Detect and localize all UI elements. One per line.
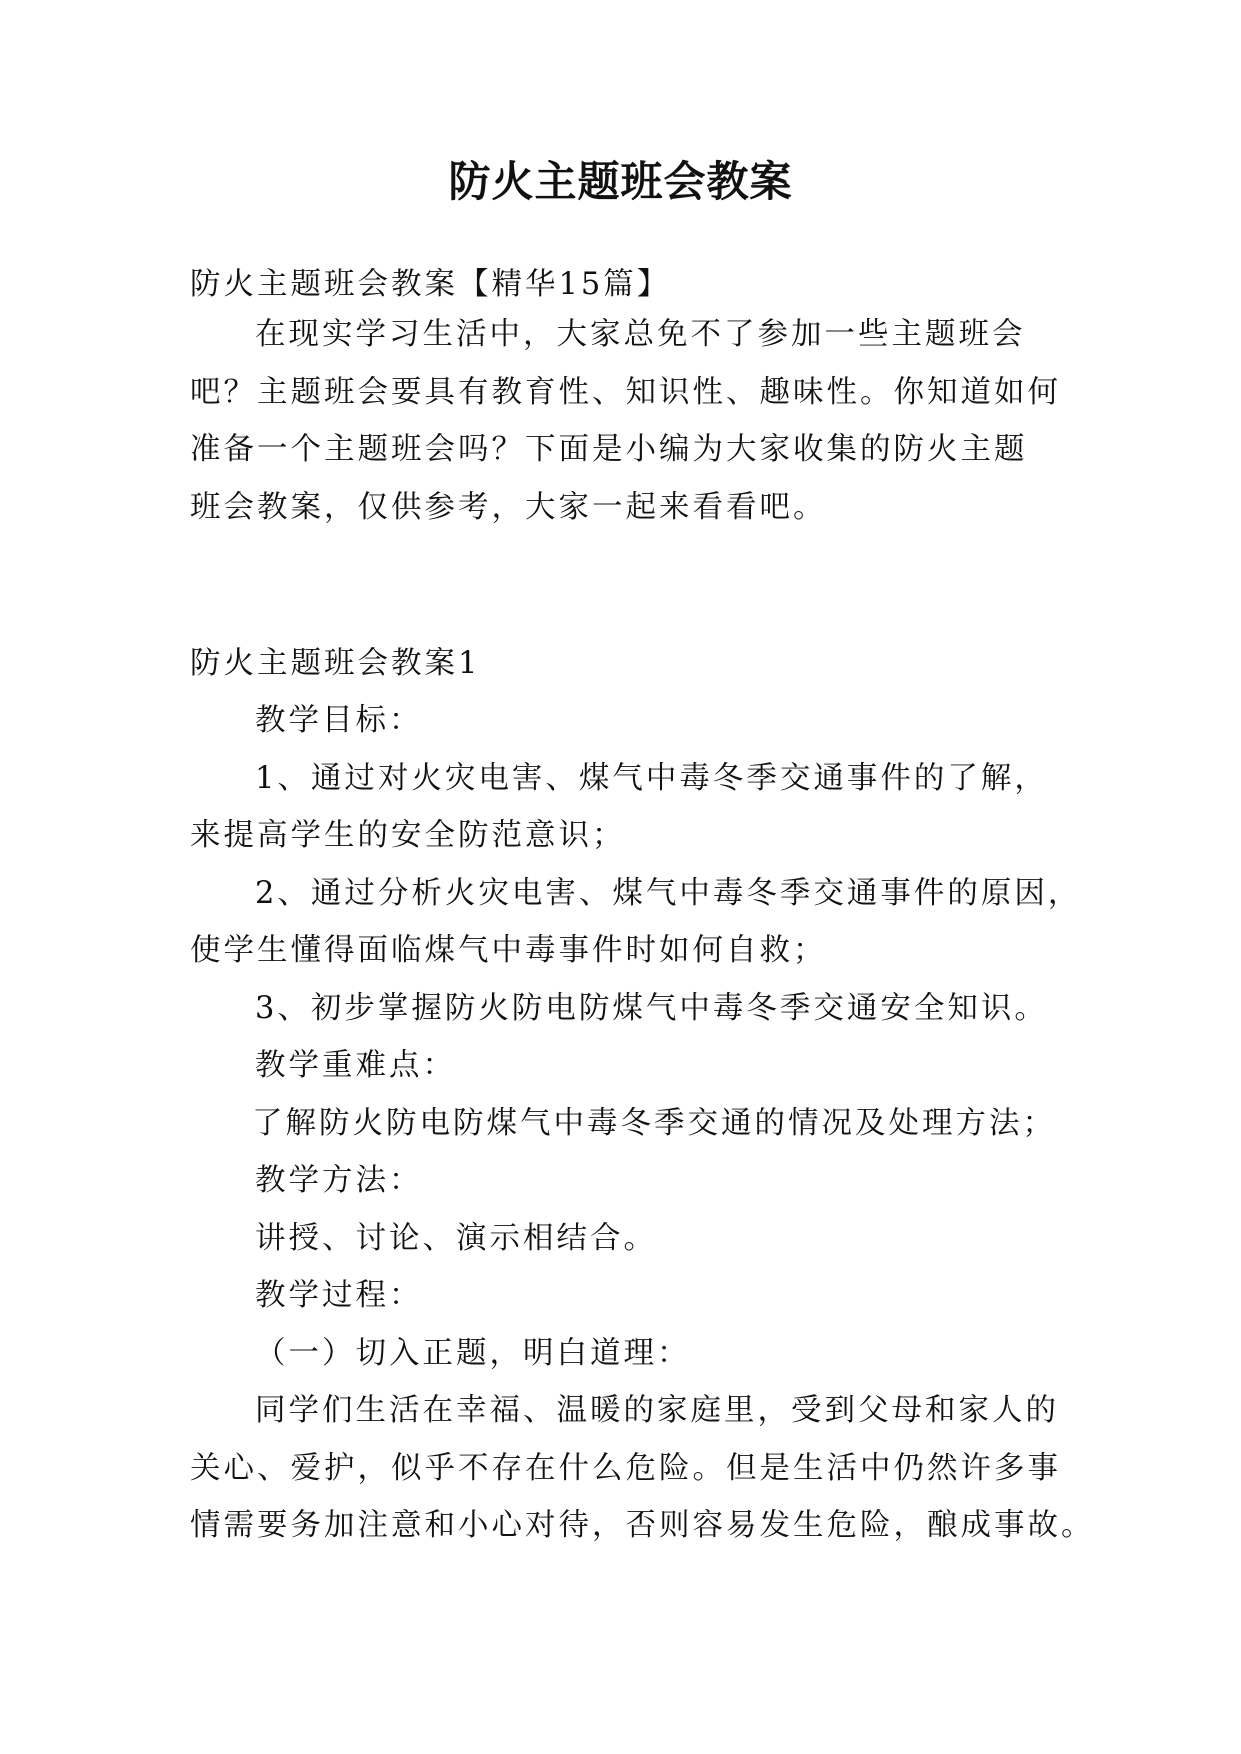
difficulty-text: 了解防火防电防煤气中毒冬季交通的情况及处理方法；: [252, 1105, 1056, 1141]
method-text: 讲授、讨论、演示相结合。: [255, 1220, 657, 1256]
intro-line-2: 吧？主题班会要具有教育性、知识性、趣味性。你知道如何: [190, 374, 1061, 410]
document-subtitle: 防火主题班会教案【精华15篇】: [190, 267, 671, 302]
goal-1-line-1: 1、通过对火灾电害、煤气中毒冬季交通事件的了解，: [255, 760, 1048, 796]
goal-3: 3、初步掌握防火防电防煤气中毒冬季交通安全知识。: [255, 990, 1048, 1026]
process-label: 教学过程：: [255, 1278, 423, 1313]
goal-1-line-2: 来提高学生的安全防范意识；: [190, 818, 626, 853]
method-label: 教学方法：: [255, 1163, 423, 1198]
goals-label: 教学目标：: [255, 703, 423, 738]
section-heading: 防火主题班会教案1: [190, 646, 481, 681]
document-title: 防火主题班会教案: [448, 157, 793, 206]
section-body: [190, 692, 1095, 1555]
intro-paragraph: [190, 306, 1060, 536]
difficulty-label: 教学重难点：: [255, 1048, 456, 1083]
intro-line-1: 在现实学习生活中，大家总免不了参加一些主题班会: [255, 317, 1026, 352]
goal-2-line-1: 2、通过分析火灾电害、煤气中毒冬季交通事件的原因，: [255, 875, 1082, 911]
step-1: （一）切入正题，明白道理：: [255, 1335, 691, 1371]
intro-line-3: 准备一个主题班会吗？下面是小编为大家收集的防火主题: [190, 432, 1028, 467]
para-line-1: 同学们生活在幸福、温暖的家庭里，受到父母和家人的: [255, 1393, 1059, 1428]
para-line-2: 关心、爱护，似乎不存在什么危险。但是生活中仍然许多事: [190, 1450, 1061, 1486]
intro-line-4: 班会教案，仅供参考，大家一起来看看吧。: [190, 489, 827, 525]
para-line-3: 情需要务加注意和小心对待，否则容易发生危险，酿成事故。: [190, 1508, 1095, 1543]
goal-2-line-2: 使学生懂得面临煤气中毒事件时如何自救；: [190, 933, 827, 968]
